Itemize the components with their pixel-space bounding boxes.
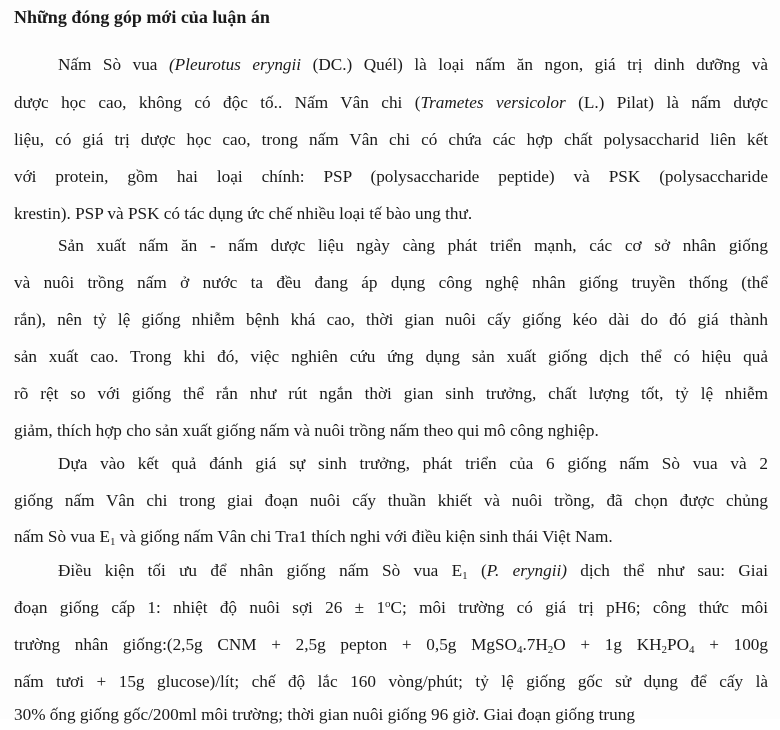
- paragraph-4-line-1: [58, 556, 768, 586]
- text-segment: + 100g: [694, 635, 768, 654]
- paragraph-1-line-1: [58, 50, 768, 80]
- text-segment: dịch thể như sau: Giai: [566, 561, 768, 580]
- paragraph-3-line-2: [14, 486, 768, 516]
- paragraph-2-line-5: [14, 379, 768, 409]
- text-segment: rắn), nên tỷ lệ giống nhiễm bệnh khá cao, thời gian nuôi cấy giống kéo dài do đó giá thành: [14, 310, 768, 329]
- text-segment: (: [467, 561, 487, 580]
- paragraph-4-line-4: [14, 667, 768, 697]
- text-segment: 4: [516, 644, 523, 656]
- text-segment: o: [385, 598, 391, 610]
- text-segment: (Pleurotus eryngii: [168, 55, 302, 74]
- text-segment: trường nhân giống:(2,5g CNM + 2,5g pepton + 0,5g MgSO: [14, 635, 517, 654]
- text-segment: 4: [689, 644, 695, 656]
- text-segment: C; môi trường có giá trị pH6; công thức môi: [390, 598, 768, 617]
- paragraph-2-line-6: [14, 416, 768, 446]
- paragraph-1-line-3: [14, 125, 768, 155]
- text-segment: Dựa vào kết quả đánh giá sự sinh trưởng, phát triển của 6 giống nấm Sò vua và 2: [58, 454, 768, 473]
- paragraph-3-line-3: [14, 522, 768, 552]
- text-segment: giảm, thích hợp cho sản xuất giống nấm và nuôi trồng nấm theo qui mô công nghiệp.: [14, 421, 599, 440]
- text-segment: .7H: [522, 635, 548, 654]
- text-segment: 1: [462, 570, 468, 582]
- text-segment: O + 1g KH: [553, 635, 662, 654]
- text-segment: và nuôi trồng nấm ở nước ta đều đang áp dụng công nghệ nhân giống truyền thống (thể: [14, 273, 768, 292]
- text-segment: krestin). PSP và PSK có tác dụng ức chế nhiều loại tế bào ung thư.: [14, 204, 473, 223]
- paragraph-2-line-2: [14, 268, 768, 298]
- paragraph-4-line-5: [14, 700, 768, 730]
- text-segment: 1: [109, 536, 116, 548]
- paragraph-1-line-5: [14, 199, 768, 229]
- paragraph-2-line-1: [58, 231, 768, 261]
- text-segment: sản xuất cao. Trong khi đó, việc nghiên cứu ứng dụng sản xuất giống dịch thể có hiệu quả: [14, 347, 768, 366]
- paragraph-1-line-4: [14, 162, 768, 192]
- paragraph-4-line-3: [14, 630, 768, 660]
- text-segment: 2: [547, 644, 554, 656]
- section-heading: Những đóng góp mới của luận án: [14, 7, 270, 27]
- text-segment: 2: [661, 644, 668, 656]
- text-segment: liệu, có giá trị dược học cao, trong nấm Vân chi có chứa các hợp chất polysaccharid liên kết: [14, 130, 768, 149]
- text-segment: và giống nấm Vân chi Tra1 thích nghi với điều kiện sinh thái Việt Nam.: [115, 527, 613, 546]
- paragraph-4-line-2: [14, 593, 768, 623]
- text-segment: PO: [667, 635, 689, 654]
- text-segment: đoạn giống cấp 1: nhiệt độ nuôi sợi 26 ± 1: [14, 598, 386, 617]
- paragraph-1-line-2: [14, 88, 768, 118]
- text-segment: với protein, gồm hai loại chính: PSP (polysaccharide peptide) và PSK (polysaccharide: [14, 167, 768, 186]
- paragraph-2-line-4: [14, 342, 768, 372]
- text-segment: Nấm Sò vua: [58, 55, 169, 74]
- text-segment: (L.) Pilat) là nấm dược: [565, 93, 768, 112]
- text-segment: (DC.) Quél) là loại nấm ăn ngon, giá trị dinh dưỡng và: [301, 55, 769, 74]
- text-segment: Trametes versicolor: [420, 93, 566, 112]
- text-segment: Điều kiện tối ưu để nhân giống nấm Sò vua E: [58, 561, 463, 580]
- paragraph-2-line-3: [14, 305, 768, 335]
- text-segment: rõ rệt so với giống thể rắn như rút ngắn thời gian sinh trưởng, chất lượng tốt, tỷ lệ nhiễm: [14, 384, 768, 403]
- text-segment: 30% ống giống gốc/200ml môi trường; thời gian nuôi giống 96 giờ. Giai đoạn giống trung: [14, 705, 635, 724]
- text-segment: nấm Sò vua E: [14, 527, 110, 546]
- paragraph-3-line-1: [58, 449, 768, 479]
- text-segment: giống nấm Vân chi trong giai đoạn nuôi cấy thuần khiết và nuôi trồng, đã chọn được chủng: [14, 491, 768, 510]
- text-segment: P. eryngii): [486, 561, 567, 580]
- text-segment: Sản xuất nấm ăn - nấm dược liệu ngày càng phát triển mạnh, các cơ sở nhân giống: [58, 236, 768, 255]
- text-segment: nấm tươi + 15g glucose)/lít; chế độ lắc 160 vòng/phút; tỷ lệ giống gốc sử dụng để cấy là: [14, 672, 768, 691]
- text-segment: dược học cao, không có độc tố.. Nấm Vân chi (: [14, 93, 421, 112]
